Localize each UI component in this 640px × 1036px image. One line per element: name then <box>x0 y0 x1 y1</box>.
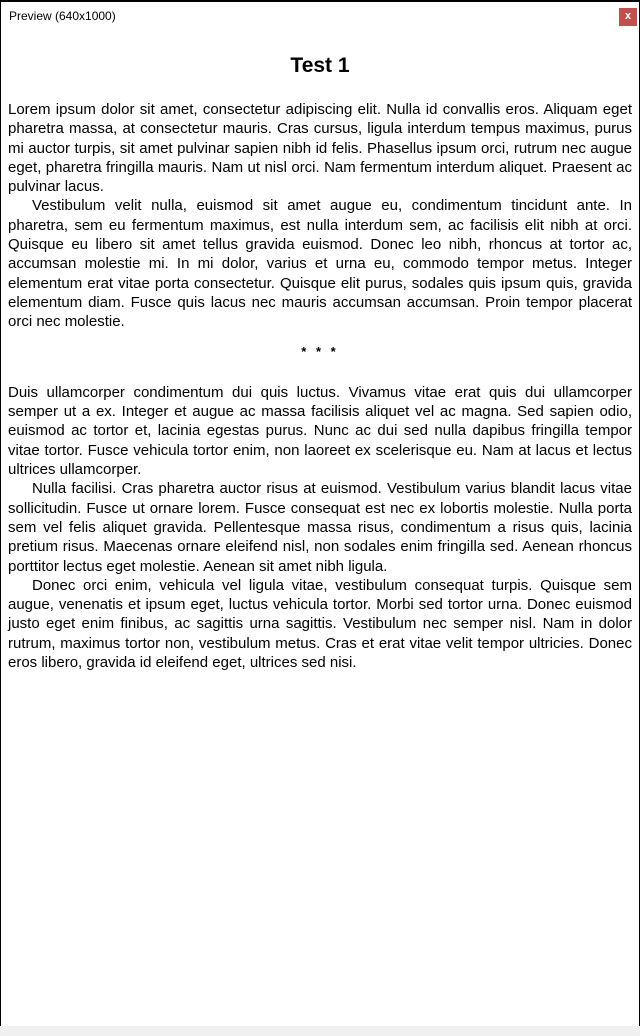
document-section-1 <box>8 100 632 332</box>
close-button[interactable]: x <box>619 8 637 26</box>
document-content <box>1 55 639 672</box>
title-bar[interactable] <box>1 2 639 30</box>
paragraph: Vestibulum velit nulla, euismod sit amet augue eu, condimentum tincidunt ante. In pharetra, sem eu fermentum maximus, est nulla interdum sem, ac facilisis elit nibh at orci. Quisque eu libero sit amet tellus gravida euismod. Donec leo nibh, rhoncus at tortor ac, accumsan molestie mi. In mi dolor, varius et urna eu, commodo tempor metus. Integer elementum erat vitae porta consectetur. Quisque elit purus, sodales quis ipsum quis, gravida elementum diam. Fusce quis lacus nec mauris accumsan accumsan. Proin tempor placerat orci nec molestie. <box>8 197 632 331</box>
section-separator: * * * <box>301 343 339 359</box>
paragraph: Donec orci enim, vehicula vel ligula vitae, vestibulum consequat turpis. Quisque sem augue, venenatis et ipsum eget, luctus vehicula tortor. Morbi sed tortor urna. Donec euismod justo eget enim finibus, ac sagittis urna sagittis. Vestibulum nec semper nisl. Nam in dolor rutrum, maximus tortor non, vestibulum metus. Cras et erat vitae velit tempor ultricies. Donec eros libero, gravida id eleifend eget, ultrices sed nisi. <box>8 576 632 672</box>
paragraph: Duis ullamcorper condimentum dui quis luctus. Vivamus vitae erat quis dui ullamcorper semper ut a ex. Integer et augue ac massa facilisis aliquet vel ac magna. Sed sapien odio, euismod ac tortor et, lacinia egestas purus. Nunc ac dui sed nulla dapibus fringilla tempor vitae tortor. Fusce vehicula tortor enim, non laoreet ex scelerisque eu. Nam at lacus et lectus ultrices ullamcorper. <box>8 383 632 479</box>
paragraph: Lorem ipsum dolor sit amet, consectetur adipiscing elit. Nulla id convallis eros. Aliquam eget pharetra massa, at consectetur mauris. Cras cursus, ligula interdum tempus maximus, purus mi auctor turpis, sit amet pulvinar sapien nibh id felis. Phasellus ipsum orci, rutrum nec augue eget, pharetra fringilla mauris. Nam ut nisl orci. Nam fermentum interdum aliquet. Praesent ac pulvinar lacus. <box>8 101 632 196</box>
window-title: Preview (640x1000) <box>9 9 116 23</box>
page-title: Test 1 <box>290 54 350 77</box>
document-section-2 <box>8 383 632 672</box>
bottom-strip <box>0 1026 640 1036</box>
paragraph: Nulla facilisi. Cras pharetra auctor risus at euismod. Vestibulum varius blandit lacus vitae sollicitudin. Fusce ut ornare lorem. Fusce consequat est nec ex lobortis molestie. Nulla porta sem vel felis aliquet gravida. Pellentesque massa risus, condimentum a risus quis, lacinia pretium risus. Maecenas ornare eleifend nisl, non sodales enim fringilla sed. Aenean rhoncus porttitor lectus eget molestie. Aenean sit amet nibh ligula. <box>8 480 632 575</box>
